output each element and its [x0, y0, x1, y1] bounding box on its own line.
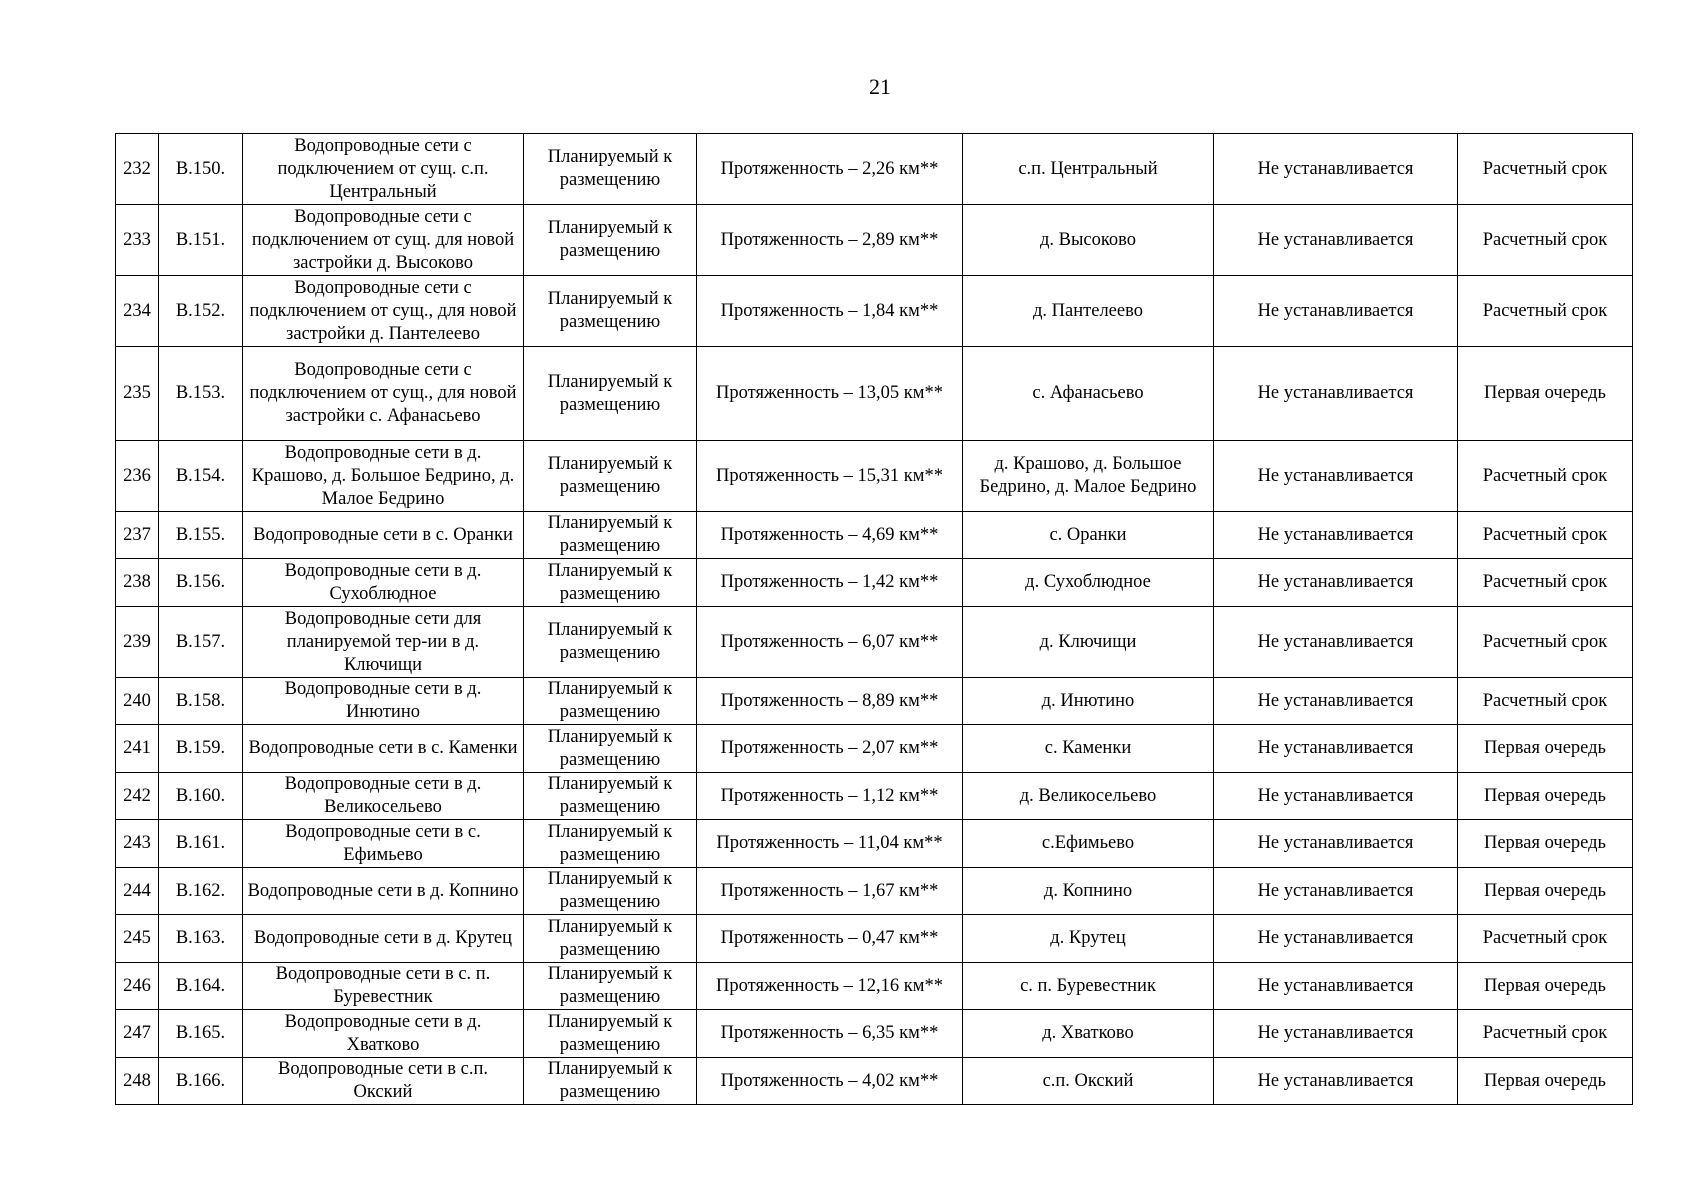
status-cell: Планируемый к размещению — [524, 773, 697, 820]
object-name-cell: Водопроводные сети в с. п. Буревестник — [243, 963, 524, 1010]
location-cell: с. п. Буревестник — [963, 963, 1214, 1010]
status-cell: Планируемый к размещению — [524, 559, 697, 607]
table-row — [116, 915, 1633, 963]
row-number-cell: 241 — [116, 725, 159, 773]
status-cell: Планируемый к размещению — [524, 820, 697, 868]
object-code-cell: В.158. — [159, 678, 243, 725]
object-name-cell: Водопроводные сети в д. Крутец — [243, 915, 524, 963]
object-name-cell: Водопроводные сети в д. Крашово, д. Большое Бедрино, д. Малое Бедрино — [243, 441, 524, 512]
table-row — [116, 607, 1633, 678]
object-name-cell: Водопроводные сети в с. Ефимьево — [243, 820, 524, 868]
protection-zone-cell: Не устанавливается — [1214, 773, 1458, 820]
characteristic-cell: Протяженность – 11,04 км** — [697, 820, 963, 868]
protection-zone-cell: Не устанавливается — [1214, 512, 1458, 559]
object-code-cell: В.159. — [159, 725, 243, 773]
location-cell: д. Копнино — [963, 868, 1214, 915]
row-number-cell: 234 — [116, 276, 159, 347]
row-number-cell: 242 — [116, 773, 159, 820]
table-row — [116, 1010, 1633, 1058]
location-cell: д. Хватково — [963, 1010, 1214, 1058]
row-number-cell: 243 — [116, 820, 159, 868]
object-name-cell: Водопроводные сети с подключением от сущ. для новой застройки д. Высоково — [243, 205, 524, 276]
location-cell: с.Ефимьево — [963, 820, 1214, 868]
location-cell: с. Афанасьево — [963, 347, 1214, 441]
table-body — [116, 134, 1633, 1105]
status-cell: Планируемый к размещению — [524, 915, 697, 963]
implementation-term-cell: Первая очередь — [1458, 1058, 1633, 1105]
location-cell: с.п. Центральный — [963, 134, 1214, 205]
characteristic-cell: Протяженность – 1,67 км** — [697, 868, 963, 915]
implementation-term-cell: Расчетный срок — [1458, 1010, 1633, 1058]
characteristic-cell: Протяженность – 15,31 км** — [697, 441, 963, 512]
characteristic-cell: Протяженность – 13,05 км** — [697, 347, 963, 441]
table-row — [116, 963, 1633, 1010]
status-cell: Планируемый к размещению — [524, 441, 697, 512]
object-code-cell: В.157. — [159, 607, 243, 678]
row-number-cell: 232 — [116, 134, 159, 205]
table-row — [116, 205, 1633, 276]
object-name-cell: Водопроводные сети в с. Оранки — [243, 512, 524, 559]
characteristic-cell: Протяженность – 0,47 км** — [697, 915, 963, 963]
characteristic-cell: Протяженность – 2,26 км** — [697, 134, 963, 205]
row-number-cell: 238 — [116, 559, 159, 607]
row-number-cell: 236 — [116, 441, 159, 512]
row-number-cell: 245 — [116, 915, 159, 963]
characteristic-cell: Протяженность – 2,89 км** — [697, 205, 963, 276]
location-cell: д. Сухоблюдное — [963, 559, 1214, 607]
object-code-cell: В.162. — [159, 868, 243, 915]
protection-zone-cell: Не устанавливается — [1214, 347, 1458, 441]
status-cell: Планируемый к размещению — [524, 678, 697, 725]
characteristic-cell: Протяженность – 12,16 км** — [697, 963, 963, 1010]
table-row — [116, 134, 1633, 205]
object-name-cell: Водопроводные сети в д. Инютино — [243, 678, 524, 725]
status-cell: Планируемый к размещению — [524, 725, 697, 773]
object-name-cell: Водопроводные сети в с.п. Окский — [243, 1058, 524, 1105]
object-name-cell: Водопроводные сети в д. Сухоблюдное — [243, 559, 524, 607]
characteristic-cell: Протяженность – 2,07 км** — [697, 725, 963, 773]
object-code-cell: В.150. — [159, 134, 243, 205]
location-cell: д. Ключищи — [963, 607, 1214, 678]
objects-table — [115, 133, 1633, 1105]
protection-zone-cell: Не устанавливается — [1214, 205, 1458, 276]
object-name-cell: Водопроводные сети с подключением от сущ., для новой застройки с. Афанасьево — [243, 347, 524, 441]
implementation-term-cell: Расчетный срок — [1458, 276, 1633, 347]
characteristic-cell: Протяженность – 6,07 км** — [697, 607, 963, 678]
implementation-term-cell: Первая очередь — [1458, 963, 1633, 1010]
implementation-term-cell: Расчетный срок — [1458, 441, 1633, 512]
table-row — [116, 868, 1633, 915]
table-row — [116, 678, 1633, 725]
implementation-term-cell: Первая очередь — [1458, 868, 1633, 915]
protection-zone-cell: Не устанавливается — [1214, 915, 1458, 963]
object-code-cell: В.155. — [159, 512, 243, 559]
row-number-cell: 233 — [116, 205, 159, 276]
row-number-cell: 247 — [116, 1010, 159, 1058]
object-name-cell: Водопроводные сети в д. Хватково — [243, 1010, 524, 1058]
implementation-term-cell: Расчетный срок — [1458, 678, 1633, 725]
protection-zone-cell: Не устанавливается — [1214, 607, 1458, 678]
object-code-cell: В.166. — [159, 1058, 243, 1105]
location-cell: с. Каменки — [963, 725, 1214, 773]
status-cell: Планируемый к размещению — [524, 134, 697, 205]
object-code-cell: В.156. — [159, 559, 243, 607]
row-number-cell: 237 — [116, 512, 159, 559]
row-number-cell: 239 — [116, 607, 159, 678]
table-row — [116, 347, 1633, 441]
characteristic-cell: Протяженность – 8,89 км** — [697, 678, 963, 725]
object-name-cell: Водопроводные сети с подключением от сущ., для новой застройки д. Пантелеево — [243, 276, 524, 347]
status-cell: Планируемый к размещению — [524, 1058, 697, 1105]
row-number-cell: 235 — [116, 347, 159, 441]
object-code-cell: В.165. — [159, 1010, 243, 1058]
protection-zone-cell: Не устанавливается — [1214, 276, 1458, 347]
characteristic-cell: Протяженность – 4,02 км** — [697, 1058, 963, 1105]
status-cell: Планируемый к размещению — [524, 607, 697, 678]
row-number-cell: 248 — [116, 1058, 159, 1105]
location-cell: д. Инютино — [963, 678, 1214, 725]
table-row — [116, 820, 1633, 868]
page-number: 21 — [869, 74, 891, 99]
object-code-cell: В.164. — [159, 963, 243, 1010]
implementation-term-cell: Первая очередь — [1458, 820, 1633, 868]
characteristic-cell: Протяженность – 1,84 км** — [697, 276, 963, 347]
location-cell: д. Пантелеево — [963, 276, 1214, 347]
location-cell: д. Крутец — [963, 915, 1214, 963]
object-name-cell: Водопроводные сети в д. Копнино — [243, 868, 524, 915]
object-code-cell: В.153. — [159, 347, 243, 441]
status-cell: Планируемый к размещению — [524, 347, 697, 441]
object-name-cell: Водопроводные сети с подключением от сущ. с.п. Центральный — [243, 134, 524, 205]
row-number-cell: 246 — [116, 963, 159, 1010]
implementation-term-cell: Расчетный срок — [1458, 134, 1633, 205]
object-name-cell: Водопроводные сети в с. Каменки — [243, 725, 524, 773]
location-cell: с. Оранки — [963, 512, 1214, 559]
protection-zone-cell: Не устанавливается — [1214, 134, 1458, 205]
object-name-cell: Водопроводные сети для планируемой тер-ии в д. Ключищи — [243, 607, 524, 678]
table-row — [116, 512, 1633, 559]
implementation-term-cell: Расчетный срок — [1458, 205, 1633, 276]
characteristic-cell: Протяженность – 6,35 км** — [697, 1010, 963, 1058]
table-row — [116, 276, 1633, 347]
status-cell: Планируемый к размещению — [524, 205, 697, 276]
object-name-cell: Водопроводные сети в д. Великосельево — [243, 773, 524, 820]
implementation-term-cell: Расчетный срок — [1458, 915, 1633, 963]
table-row — [116, 773, 1633, 820]
table-row — [116, 441, 1633, 512]
status-cell: Планируемый к размещению — [524, 963, 697, 1010]
table-row — [116, 725, 1633, 773]
protection-zone-cell: Не устанавливается — [1214, 1010, 1458, 1058]
status-cell: Планируемый к размещению — [524, 1010, 697, 1058]
table-row — [116, 1058, 1633, 1105]
protection-zone-cell: Не устанавливается — [1214, 725, 1458, 773]
object-code-cell: В.152. — [159, 276, 243, 347]
protection-zone-cell: Не устанавливается — [1214, 678, 1458, 725]
protection-zone-cell: Не устанавливается — [1214, 868, 1458, 915]
location-cell: д. Великосельево — [963, 773, 1214, 820]
location-cell: д. Крашово, д. Большое Бедрино, д. Малое Бедрино — [963, 441, 1214, 512]
status-cell: Планируемый к размещению — [524, 868, 697, 915]
protection-zone-cell: Не устанавливается — [1214, 559, 1458, 607]
object-code-cell: В.154. — [159, 441, 243, 512]
implementation-term-cell: Расчетный срок — [1458, 607, 1633, 678]
protection-zone-cell: Не устанавливается — [1214, 1058, 1458, 1105]
implementation-term-cell: Первая очередь — [1458, 773, 1633, 820]
location-cell: с.п. Окский — [963, 1058, 1214, 1105]
status-cell: Планируемый к размещению — [524, 276, 697, 347]
protection-zone-cell: Не устанавливается — [1214, 820, 1458, 868]
status-cell: Планируемый к размещению — [524, 512, 697, 559]
protection-zone-cell: Не устанавливается — [1214, 963, 1458, 1010]
row-number-cell: 240 — [116, 678, 159, 725]
object-code-cell: В.163. — [159, 915, 243, 963]
row-number-cell: 244 — [116, 868, 159, 915]
implementation-term-cell: Первая очередь — [1458, 347, 1633, 441]
characteristic-cell: Протяженность – 4,69 км** — [697, 512, 963, 559]
implementation-term-cell: Расчетный срок — [1458, 512, 1633, 559]
object-code-cell: В.151. — [159, 205, 243, 276]
location-cell: д. Высоково — [963, 205, 1214, 276]
object-code-cell: В.161. — [159, 820, 243, 868]
object-code-cell: В.160. — [159, 773, 243, 820]
protection-zone-cell: Не устанавливается — [1214, 441, 1458, 512]
characteristic-cell: Протяженность – 1,42 км** — [697, 559, 963, 607]
characteristic-cell: Протяженность – 1,12 км** — [697, 773, 963, 820]
implementation-term-cell: Расчетный срок — [1458, 559, 1633, 607]
implementation-term-cell: Первая очередь — [1458, 725, 1633, 773]
table-row — [116, 559, 1633, 607]
